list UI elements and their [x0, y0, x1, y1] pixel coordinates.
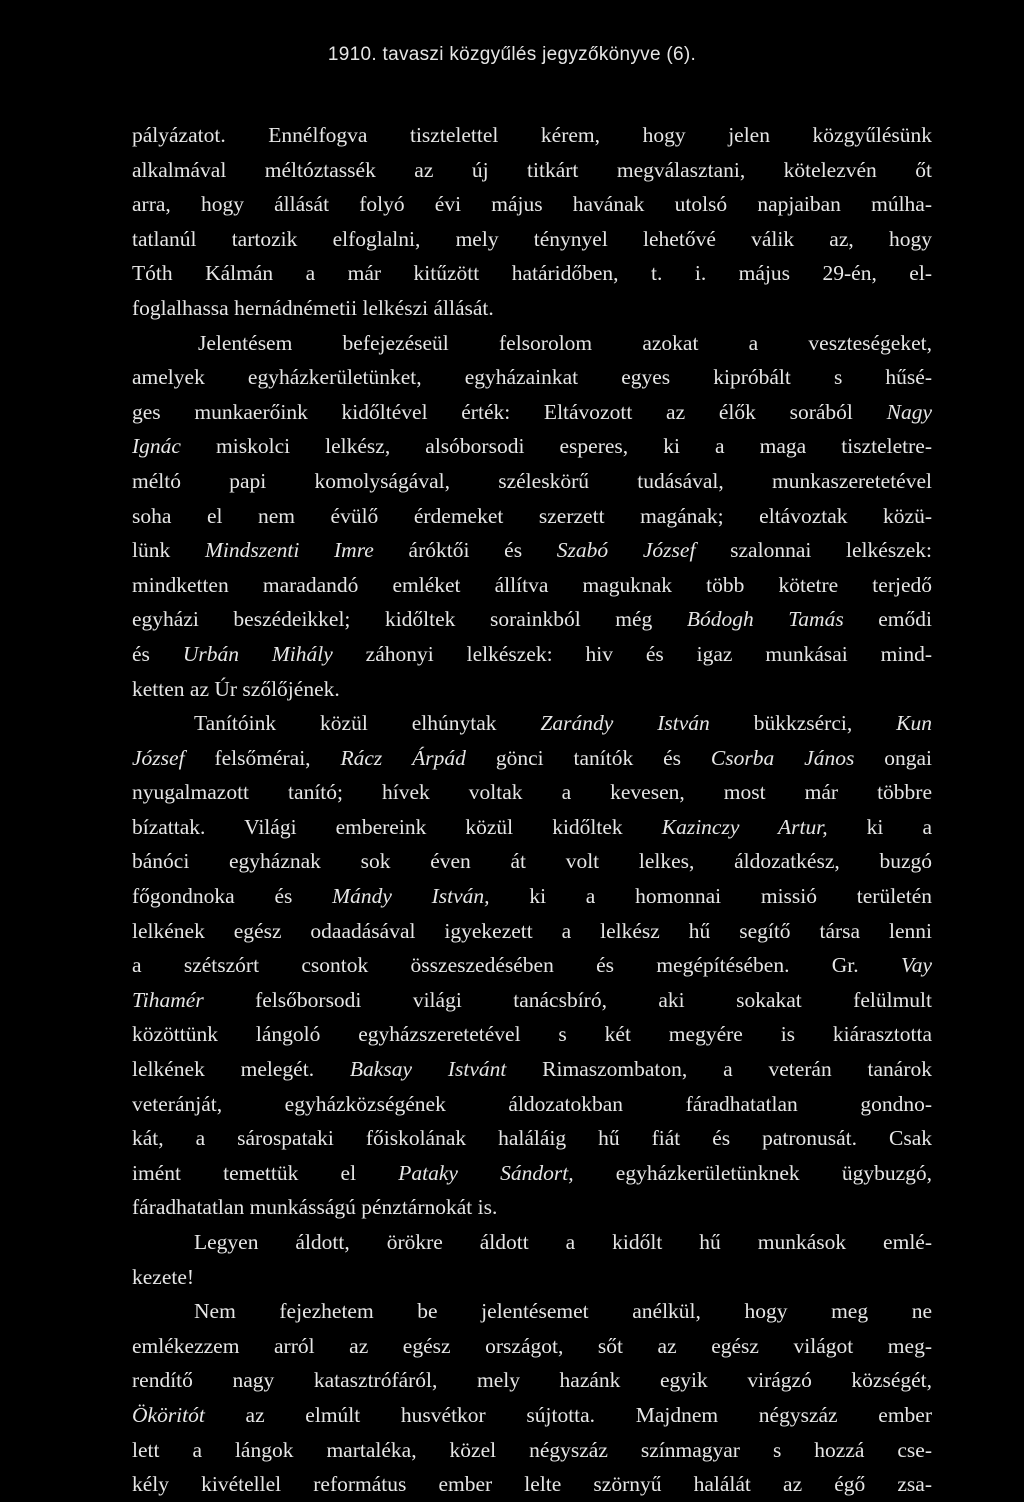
italic-name: Pataky Sándort, — [398, 1160, 574, 1185]
text-line — [132, 395, 932, 430]
italic-name: József — [132, 745, 185, 770]
text-line — [132, 1329, 932, 1364]
text-run: rendítő nagy katasztrófáról, mely hazánk egyik virágzó községét, — [132, 1368, 932, 1393]
text-run: ongai — [854, 745, 932, 770]
italic-name: Mándy István, — [332, 884, 490, 909]
text-run: Tóth Kálmán a már kitűzött határidőben, t. i. május 29-én, el- — [132, 261, 932, 286]
text-run: főgondnoka és — [132, 884, 333, 909]
body-text — [132, 118, 932, 1502]
text-line — [132, 637, 932, 672]
text-run: tatlanúl tartozik elfoglalni, mely ténynyel lehetővé válik az, hogy — [132, 226, 932, 251]
text-line — [132, 153, 932, 188]
text-run: felsőborsodi világi tanácsbíró, aki sokakat felülmult — [203, 987, 932, 1012]
text-line — [132, 187, 932, 222]
text-run: felsőmérai, — [184, 745, 341, 770]
italic-name: Ignác — [132, 434, 181, 459]
text-line — [132, 879, 932, 914]
italic-name: Urbán Mihály — [182, 641, 333, 666]
text-line — [132, 775, 932, 810]
text-run: egyházi beszédeikkel; kidőltek sorainkból még — [132, 607, 687, 632]
text-run: áróktői és — [373, 538, 557, 563]
text-line — [132, 983, 932, 1018]
text-line — [132, 948, 932, 983]
text-run: kély kivétellel református ember lelte szörnyű halálát az égő zsa- — [132, 1472, 932, 1497]
text-run: záhonyi lelkészek: hiv és igaz munkásai mind- — [332, 641, 933, 666]
text-run: bükkzsérci, — [709, 711, 897, 736]
text-line — [132, 1363, 932, 1398]
italic-name: Zarándy István — [540, 711, 710, 736]
text-run: egyházkerületünknek ügybuzgó, — [573, 1160, 932, 1185]
text-line — [132, 1398, 932, 1433]
text-run: miskolci lelkész, alsóborsodi esperes, ki a maga tiszteletre- — [180, 434, 932, 459]
text-run: közöttünk lángoló egyházszeretetével s két megyére is kiárasztotta — [132, 1022, 932, 1047]
text-line — [132, 533, 932, 568]
text-run: Rimaszombaton, a veterán tanárok — [506, 1057, 933, 1082]
text-line — [132, 844, 932, 879]
text-run: emlékezzem arról az egész országot, sőt az egész világot meg- — [132, 1333, 932, 1358]
italic-name: Rácz Árpád — [340, 745, 466, 770]
text-line — [132, 1433, 932, 1468]
text-run: soha el nem évülő érdemeket szerzett magának; eltávoztak közü- — [132, 503, 932, 528]
text-run: és — [132, 641, 183, 666]
text-run: Jelentésem befejezéseül felsorolom azokat a veszteségeket, — [198, 330, 932, 355]
text-line — [132, 499, 932, 534]
text-run: veteránját, egyházközségének áldozatokban fáradhatatlan gondno- — [132, 1091, 932, 1116]
italic-name: Csorba János — [710, 745, 855, 770]
text-line — [132, 810, 932, 845]
text-run: kezete! — [132, 1264, 195, 1289]
text-run: ki a homonnai missió területén — [489, 884, 932, 909]
text-line — [132, 1225, 932, 1260]
text-line — [132, 256, 932, 291]
text-run: ketten az Úr szőlőjének. — [132, 676, 340, 701]
text-line — [132, 706, 932, 741]
text-run: bízattak. Világi embereink közül kidőltek — [132, 814, 662, 839]
text-run: ges munkaerőink kidőltével érték: Eltávozott az élők sorából — [132, 399, 887, 424]
text-run: amelyek egyházkerületünket, egyházainkat egyes kipróbált s hűsé- — [132, 365, 932, 390]
text-run: az elmúlt husvétkor sújtotta. Majdnem négyszáz ember — [204, 1402, 932, 1427]
italic-name: Vay — [900, 953, 932, 978]
text-run: szalonnai lelkészek: — [695, 538, 933, 563]
text-line — [132, 222, 932, 257]
italic-name: Kun — [896, 711, 932, 736]
text-line — [132, 672, 932, 707]
text-line — [132, 602, 932, 637]
text-run: foglalhassa hernádnémetii lelkészi állását. — [132, 295, 494, 320]
text-line — [132, 1190, 932, 1225]
text-run: lelkének egész odaadásával igyekezett a lelkész hű segítő társa lenni — [132, 918, 932, 943]
text-run: méltó papi komolyságával, széleskörű tudásával, munkaszeretetével — [132, 468, 932, 493]
italic-name: Nagy — [886, 399, 932, 424]
text-line — [132, 326, 932, 361]
text-line — [132, 118, 932, 153]
text-run: nyugalmazott tanító; hívek voltak a kevesen, most már többre — [132, 780, 932, 805]
text-run: arra, hogy állását folyó évi május havának utolsó napjaiban múlha- — [132, 192, 932, 217]
text-line — [132, 1121, 932, 1156]
italic-name: Tihamér — [132, 987, 204, 1012]
text-line — [132, 464, 932, 499]
text-run: kát, a sárospataki főiskolának haláláig hű fiát és patronusát. Csak — [132, 1126, 932, 1151]
text-run: Legyen áldott, örökre áldott a kidőlt hű munkások emlé- — [194, 1230, 932, 1254]
italic-name: Szabó József — [556, 538, 696, 563]
italic-name: Ököritót — [132, 1402, 205, 1427]
text-run: lelkének melegét. — [132, 1057, 350, 1082]
text-run: lett a lángok martaléka, közel négyszáz színmagyar s hozzá cse- — [132, 1437, 932, 1462]
text-run: pályázatot. Ennélfogva tisztelettel kérem, hogy jelen közgyűlésünk — [132, 123, 932, 147]
text-run: emődi — [843, 607, 932, 632]
text-run: Tanítóink közül elhúnytak — [194, 711, 541, 736]
text-run: gönci tanítók és — [465, 745, 711, 770]
text-line — [132, 1467, 932, 1502]
text-line — [132, 741, 932, 776]
text-line — [132, 1156, 932, 1191]
text-run: mindketten maradandó emléket állítva maguknak több kötetre terjedő — [132, 572, 932, 597]
page-header: 1910. tavaszi közgyűlés jegyzőkönyve (6). — [327, 44, 697, 65]
text-line — [132, 360, 932, 395]
text-line — [132, 1017, 932, 1052]
text-run: lünk — [132, 538, 205, 563]
text-run: ki a — [827, 814, 933, 839]
text-line — [132, 1052, 932, 1087]
text-run: alkalmával méltóztassék az új titkárt megválasztani, kötelezvén őt — [132, 157, 932, 182]
text-run: imént temettük el — [132, 1160, 399, 1185]
text-line — [132, 1294, 932, 1329]
text-line — [132, 1087, 932, 1122]
text-run: fáradhatatlan munkásságú pénztárnokát is. — [132, 1195, 498, 1220]
text-line — [132, 429, 932, 464]
text-line — [132, 1260, 932, 1295]
italic-name: Baksay Istvánt — [349, 1057, 507, 1082]
italic-name: Kazinczy Artur, — [661, 814, 828, 839]
text-run: bánóci egyháznak sok éven át volt lelkes, áldozatkész, buzgó — [132, 849, 932, 874]
text-run: a szétszórt csontok összeszedésében és megépítésében. Gr. — [132, 953, 901, 978]
text-line — [132, 914, 932, 949]
italic-name: Mindszenti Imre — [204, 538, 374, 563]
text-line — [132, 291, 932, 326]
italic-name: Bódogh Tamás — [686, 607, 844, 632]
text-line — [132, 568, 932, 603]
text-run: Nem fejezhetem be jelentésemet anélkül, hogy meg ne — [194, 1299, 932, 1324]
